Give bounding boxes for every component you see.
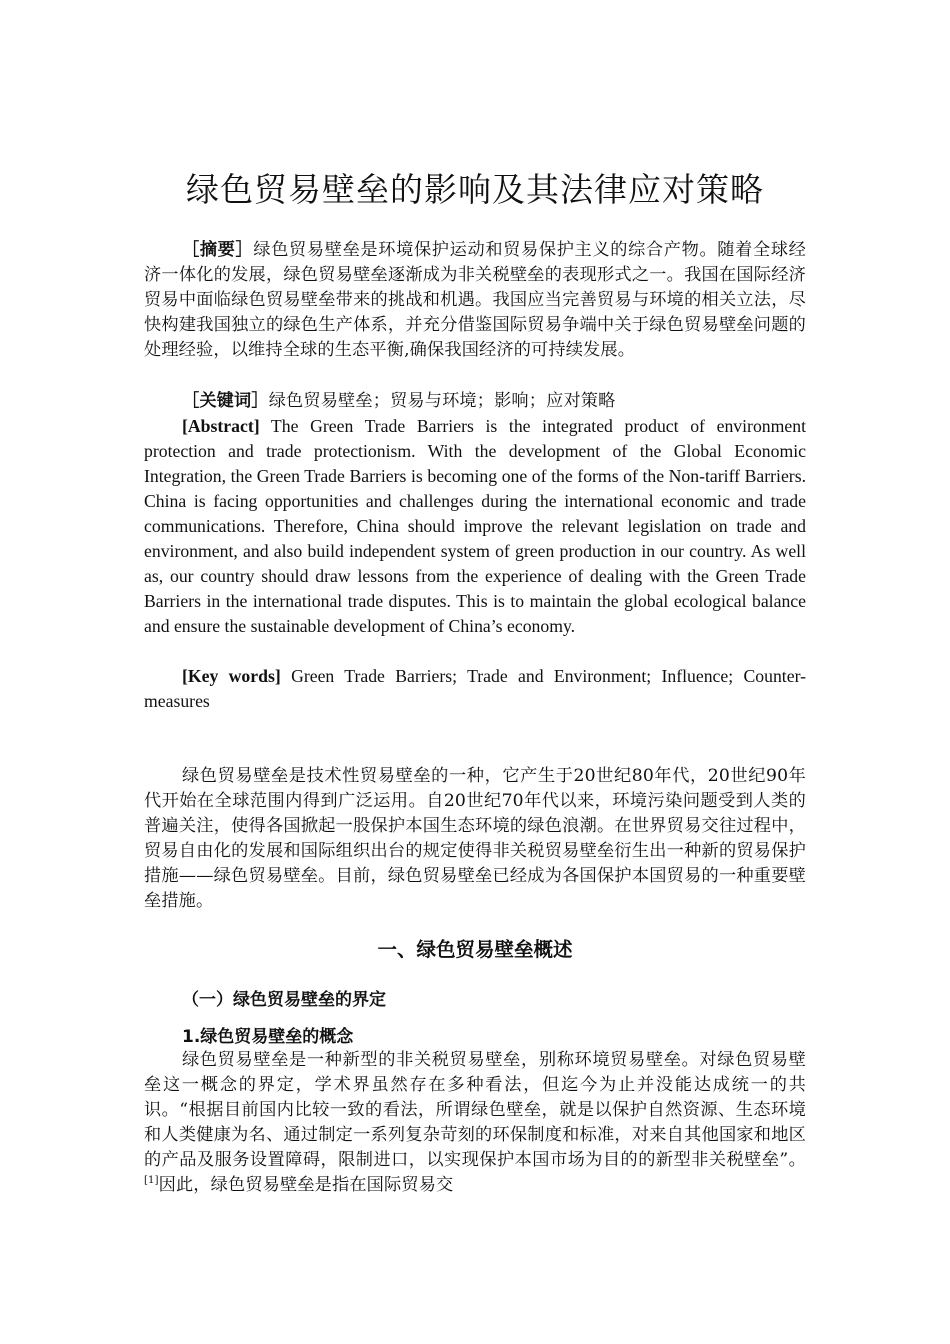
section-heading-1: 一、绿色贸易壁垒概述 [377,938,573,961]
paper-title: 绿色贸易壁垒的影响及其法律应对策略 [186,170,764,209]
concept-text: 绿色贸易壁垒是一种新型的非关税贸易壁垒，别称环境贸易壁垒。对绿色贸易壁垒这一概念的界定，学术界虽然存在多种看法，但迄今为止并没能达成统一的共识。“根据目前国内比较一致的看法，所谓绿色壁垒，就是以保护自然资源、生态环境和人类健康为名、通过制定一系列复杂苛刻的环保制度和标准，对来自其他国家和地区的产品及服务设置障碍，限制进口，以实现保护本国市场为目的的新型非关税壁垒”。 [144,1050,806,1170]
concept-paragraph [144,1048,806,1198]
abstract-en-label: [Abstract] [182,416,260,436]
keywords-en-text: Green Trade Barriers; Trade and Environment; Influence; Counter-measures [144,666,807,711]
abstract-en-text: The Green Trade Barriers is the integrated product of environment protection and trade protectionism. With the development of the Global Economic Integration, the Green Trade Barriers is becoming one of the forms of the Non-tariff Barriers. China is facing opportunities and challenges during the international economic and trade communications. Therefore, China should improve the relevant legislation on trade and environment, and also build independent system of green production in our country. As well as, our country should draw lessons from the experience of dealing with the Green Trade Barriers in the international trade disputes. This is to maintain the global ecological balance and ensure the sustainable development of China’s economy. [144,416,806,636]
point-heading-1: 1.绿色贸易壁垒的概念 [182,1027,354,1047]
keywords-cn [144,389,806,414]
abstract-cn-text: 绿色贸易壁垒是环境保护运动和贸易保护主义的综合产物。随着全球经济一体化的发展，绿色贸易壁垒逐渐成为非关税壁垒的表现形式之一。我国在国际经济贸易中面临绿色贸易壁垒带来的挑战和机遇。我国应当完善贸易与环境的相关立法，尽快构建我国独立的绿色生产体系，并充分借鉴国际贸易争端中关于绿色贸易壁垒问题的处理经验，以维持全球的生态平衡,确保我国经济的可持续发展。 [144,240,806,360]
concept-text-continued: 因此，绿色贸易壁垒是指在国际贸易交 [158,1175,454,1195]
abstract-en [144,414,806,639]
keywords-en [144,664,806,714]
keywords-en-label: [Key words] [182,666,281,686]
intro-paragraph: 绿色贸易壁垒是技术性贸易壁垒的一种，它产生于20世纪80年代，20世纪90年代开始在全球范围内得到广泛运用。自20世纪70年代以来，环境污染问题受到人类的普遍关注，使得各国掀起一股保护本国生态环境的绿色浪潮。在世界贸易交往过程中，贸易自由化的发展和国际组织出台的规定使得非关税贸易壁垒衍生出一种新的贸易保护措施——绿色贸易壁垒。目前，绿色贸易壁垒已经成为各国保护本国贸易的一种重要壁垒措施。 [144,766,806,911]
abstract-cn [144,238,806,363]
keywords-cn-label: ［关键词］ [182,391,269,411]
keywords-cn-text: 绿色贸易壁垒；贸易与环境；影响；应对策略 [268,391,616,411]
subsection-heading-1: （一）绿色贸易壁垒的界定 [182,990,386,1010]
abstract-cn-label: ［摘要］ [182,240,254,260]
citation-ref-1[interactable]: [1] [144,1175,159,1186]
